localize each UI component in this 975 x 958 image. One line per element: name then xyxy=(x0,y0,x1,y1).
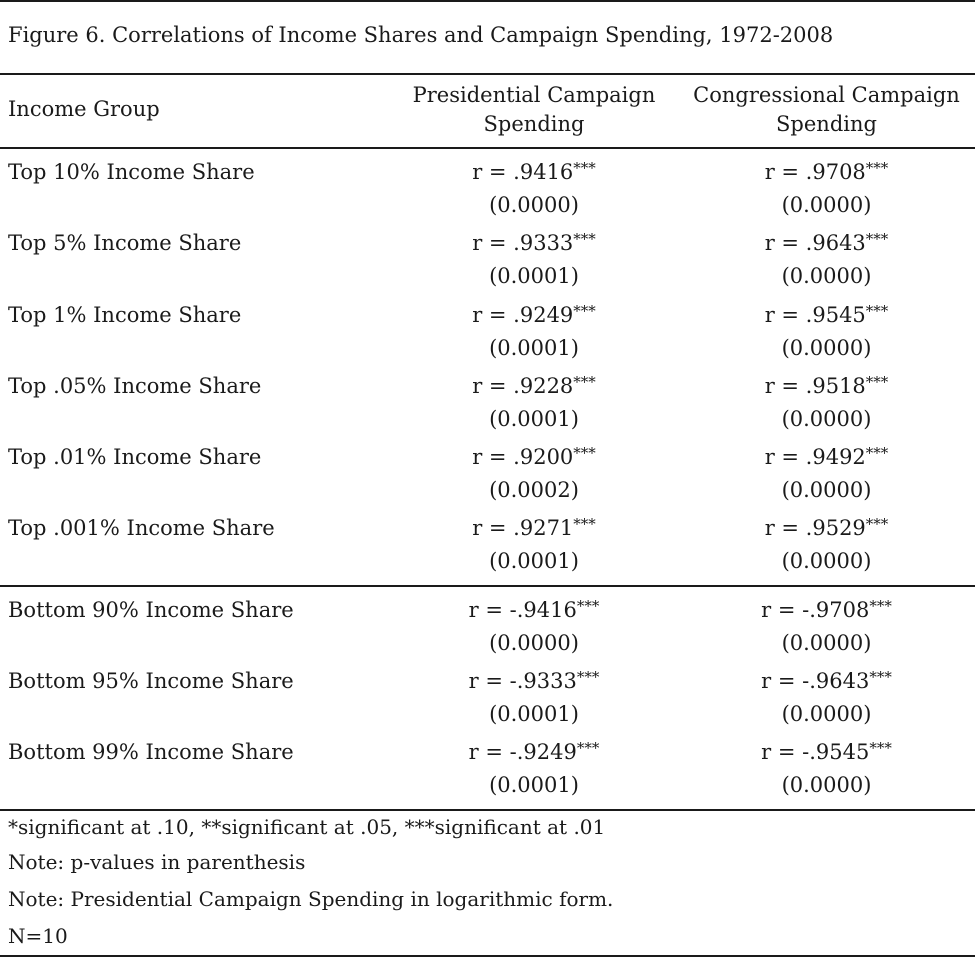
significance-stars: *** xyxy=(865,373,889,391)
correlation-value xyxy=(683,595,970,628)
r-value: r = .9333 xyxy=(472,231,574,255)
header-presidential-line-2: Spending xyxy=(483,112,585,136)
r-value: r = .9545 xyxy=(764,303,866,327)
r-value: r = -.9643 xyxy=(761,669,870,693)
p-value: (0.0000) xyxy=(489,631,579,655)
correlation-value xyxy=(393,737,675,770)
r-value: r = .9228 xyxy=(472,374,574,398)
r-value: r = .9200 xyxy=(472,445,574,469)
p-value: (0.0000) xyxy=(781,549,872,573)
congressional-correlation-cell xyxy=(683,737,970,801)
p-value: (0.0001) xyxy=(489,264,579,288)
p-value: (0.0000) xyxy=(781,336,872,360)
r-value: r = .9271 xyxy=(472,516,574,540)
r-value: r = .9416 xyxy=(472,160,574,184)
header-presidential-line-1: Presidential Campaign xyxy=(412,83,656,107)
notes-rule xyxy=(0,809,975,811)
row-label: Bottom 95% Income Share xyxy=(8,669,294,693)
correlation-value xyxy=(393,513,675,546)
significance-stars: *** xyxy=(573,159,596,177)
correlation-value xyxy=(393,300,675,333)
correlation-value xyxy=(683,157,970,190)
row-label: Top .01% Income Share xyxy=(8,445,262,469)
congressional-correlation-cell xyxy=(683,442,970,506)
p-value: (0.0001) xyxy=(489,549,579,573)
correlation-value xyxy=(393,442,675,475)
presidential-correlation-cell xyxy=(393,300,675,364)
congressional-correlation-cell xyxy=(683,513,970,577)
table-row-top-5 xyxy=(0,220,975,292)
r-value: r = -.9545 xyxy=(761,740,870,764)
significance-stars: *** xyxy=(576,597,600,615)
congressional-correlation-cell xyxy=(683,228,970,292)
congressional-correlation-cell xyxy=(683,666,970,730)
table-row-top-10 xyxy=(0,149,975,221)
table-row-bottom-95 xyxy=(0,658,975,730)
correlation-value xyxy=(393,157,675,190)
presidential-correlation-cell xyxy=(393,513,675,577)
presidential-correlation-cell xyxy=(393,737,675,801)
significance-stars: *** xyxy=(865,230,889,248)
p-value: (0.0000) xyxy=(781,478,872,502)
r-value: r = .9708 xyxy=(764,160,866,184)
significance-stars: *** xyxy=(865,159,889,177)
congressional-correlation-cell xyxy=(683,300,970,364)
p-value: (0.0001) xyxy=(489,407,579,431)
presidential-correlation-cell xyxy=(393,442,675,506)
correlation-value xyxy=(683,442,970,475)
significance-stars: *** xyxy=(865,515,889,533)
correlation-value xyxy=(393,595,675,628)
correlation-value xyxy=(393,371,675,404)
presidential-correlation-cell xyxy=(393,371,675,435)
title-rule xyxy=(0,73,975,75)
row-label: Top 10% Income Share xyxy=(8,160,255,184)
correlation-value xyxy=(683,371,970,404)
header-congressional-line-2: Spending xyxy=(776,112,877,136)
significance-stars: *** xyxy=(576,739,600,757)
presidential-correlation-cell xyxy=(393,666,675,730)
p-value: (0.0001) xyxy=(489,336,579,360)
p-value: (0.0000) xyxy=(781,631,872,655)
row-label: Top .05% Income Share xyxy=(8,374,262,398)
p-value: (0.0001) xyxy=(489,773,579,797)
significance-stars: *** xyxy=(573,230,596,248)
presidential-correlation-cell xyxy=(393,157,675,221)
bottom-rule xyxy=(0,955,975,957)
congressional-correlation-cell xyxy=(683,595,970,659)
r-value: r = -.9333 xyxy=(468,669,577,693)
header-income-group: Income Group xyxy=(8,97,160,121)
r-value: r = -.9249 xyxy=(468,740,577,764)
table-row-top-001 xyxy=(0,505,975,577)
top-rule xyxy=(0,0,975,2)
significance-stars: *** xyxy=(869,739,892,757)
presidential-correlation-cell xyxy=(393,595,675,659)
p-value: (0.0000) xyxy=(489,193,579,217)
significance-stars: *** xyxy=(869,597,892,615)
significance-stars: *** xyxy=(865,444,889,462)
p-value: (0.0000) xyxy=(781,193,872,217)
table-row-top-05 xyxy=(0,363,975,435)
header-congressional-spending xyxy=(683,81,970,139)
row-label: Top .001% Income Share xyxy=(8,516,275,540)
p-value-note: Note: p-values in parenthesis xyxy=(8,850,306,874)
correlation-value xyxy=(683,666,970,699)
r-value: r = .9643 xyxy=(764,231,866,255)
log-form-note: Note: Presidential Campaign Spending in logarithmic form. xyxy=(8,887,614,911)
correlation-value xyxy=(683,228,970,261)
congressional-correlation-cell xyxy=(683,371,970,435)
presidential-correlation-cell xyxy=(393,228,675,292)
correlation-value xyxy=(393,228,675,261)
significance-stars: *** xyxy=(869,668,892,686)
table-row-top-01 xyxy=(0,434,975,506)
r-value: r = -.9708 xyxy=(761,598,870,622)
p-value: (0.0000) xyxy=(781,702,872,726)
significance-stars: *** xyxy=(573,373,596,391)
significance-stars: *** xyxy=(576,668,600,686)
header-presidential-spending xyxy=(393,81,675,139)
significance-stars: *** xyxy=(573,302,596,320)
significance-note: *significant at .10, **significant at .05, ***significant at .01 xyxy=(8,815,606,839)
p-value: (0.0000) xyxy=(781,407,872,431)
row-label: Top 1% Income Share xyxy=(8,303,242,327)
correlation-value xyxy=(683,737,970,770)
row-label: Top 5% Income Share xyxy=(8,231,242,255)
sample-size-note: N=10 xyxy=(8,924,68,948)
table-row-bottom-99 xyxy=(0,729,975,801)
r-value: r = -.9416 xyxy=(468,598,577,622)
correlation-value xyxy=(683,300,970,333)
table-row-top-1 xyxy=(0,292,975,364)
correlation-value xyxy=(393,666,675,699)
header-congressional-line-1: Congressional Campaign xyxy=(693,83,960,107)
table-row-bottom-90 xyxy=(0,587,975,659)
significance-stars: *** xyxy=(573,444,596,462)
significance-stars: *** xyxy=(573,515,596,533)
row-label: Bottom 90% Income Share xyxy=(8,598,294,622)
figure-title: Figure 6. Correlations of Income Shares and Campaign Spending, 1972-2008 xyxy=(8,23,834,47)
p-value: (0.0000) xyxy=(781,773,872,797)
p-value: (0.0001) xyxy=(489,702,579,726)
p-value: (0.0002) xyxy=(489,478,579,502)
r-value: r = .9249 xyxy=(472,303,574,327)
r-value: r = .9529 xyxy=(764,516,866,540)
row-label: Bottom 99% Income Share xyxy=(8,740,294,764)
correlation-value xyxy=(683,513,970,546)
p-value: (0.0000) xyxy=(781,264,872,288)
r-value: r = .9492 xyxy=(764,445,866,469)
r-value: r = .9518 xyxy=(764,374,866,398)
congressional-correlation-cell xyxy=(683,157,970,221)
significance-stars: *** xyxy=(865,302,889,320)
